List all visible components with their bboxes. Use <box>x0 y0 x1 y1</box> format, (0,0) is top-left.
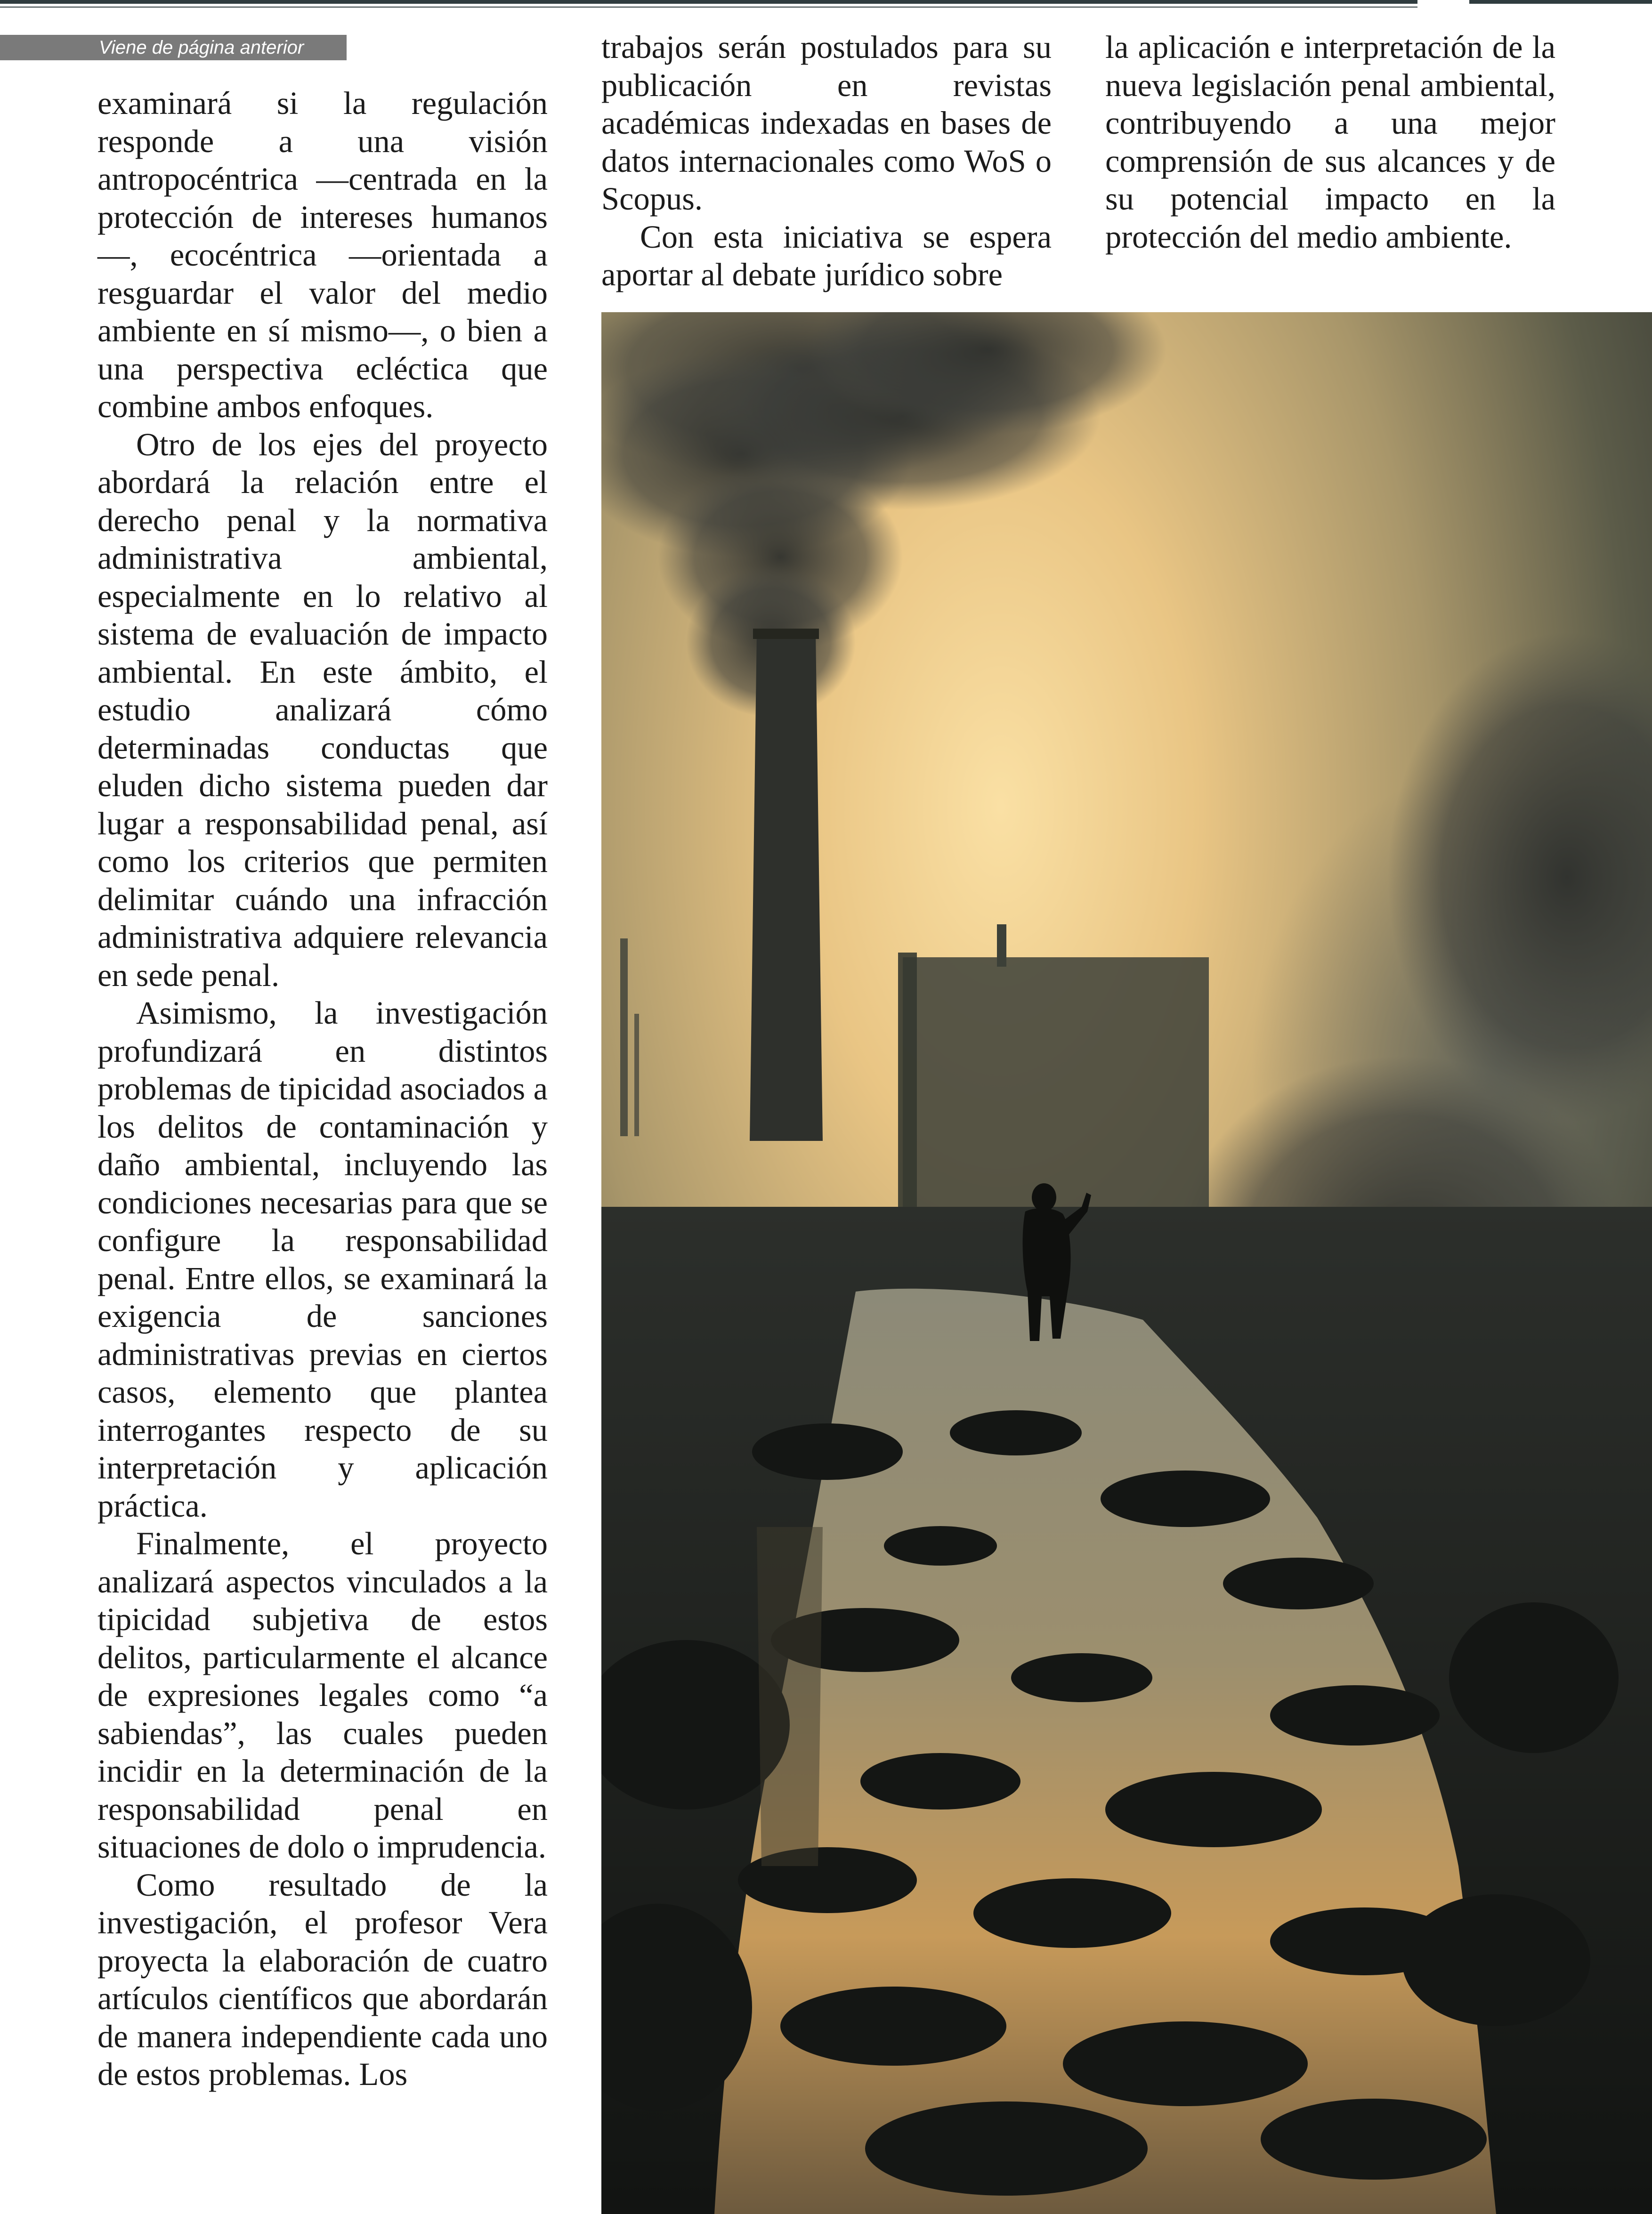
paragraph: Como resultado de la investigación, el profesor Vera proyecta la elaboración de cuatro artículos científicos que abordarán de manera independiente cada uno de estos problemas. Los <box>97 1867 548 2092</box>
paragraph: examinará si la regulación responde a una visión antropocéntrica —centrada en la protección de intereses humanos—, ecocéntrica —orientada a resguardar el valor del medio ambiente en sí mismo—, o bien a una perspectiva ecléctica que combine ambos enfoques. <box>97 85 548 424</box>
continued-from-previous-page-label: Viene de página anterior <box>0 35 347 60</box>
paragraph: Finalmente, el proyecto analizará aspectos vinculados a la tipicidad subjetiva de estos delitos, particularmente el alcance de expresiones legales como “a sabiendas”, las cuales pueden incidir en la determinación de la responsabilidad penal en situaciones de dolo o imprudencia. <box>97 1526 548 1865</box>
smokestack <box>750 629 823 1141</box>
top-rule-right <box>1469 0 1652 4</box>
article-column-3 <box>1105 28 1555 256</box>
top-rule-thin <box>0 7 1417 8</box>
top-rule-left <box>0 0 1417 4</box>
paragraph: Otro de los ejes del proyecto abordará la relación entre el derecho penal y la normativa administrativa ambiental, especialmente en lo relativo al sistema de evaluación de impacto ambiental. En este ámbito, el estudio analizará cómo determinadas conductas que eluden dicho sistema pueden dar lugar a responsabilidad penal, así como los criterios que permiten delimitar cuándo una infracción administrativa adquiere relevancia en sede penal. <box>97 426 548 993</box>
article-column-1 <box>97 84 548 2093</box>
paragraph: la aplicación e interpretación de la nueva legislación penal ambiental, contribuyendo a una mejor comprensión de sus alcances y de su potencial impacto en la protección del medio ambiente. <box>1105 29 1555 255</box>
top-rule <box>0 0 1652 10</box>
paragraph: Con esta iniciativa se espera aportar al debate jurídico sobre <box>601 218 1052 292</box>
pollution-river-photo <box>601 312 1652 2214</box>
paragraph: trabajos serán postulados para su publicación en revistas académicas indexadas en bases de datos internacionales como WoS o Scopus. <box>601 29 1052 217</box>
reflection-stack <box>757 1527 823 1866</box>
article-column-2 <box>601 28 1052 294</box>
paragraph: Asimismo, la investigación profundizará en distintos problemas de tipicidad asociados a los delitos de contaminación y daño ambiental, incluyendo las condiciones necesarias para que se configure la responsabilidad penal. Entre ellos, se examinará la exigencia de sanciones administrativas previas en ciertos casos, elemento que plantea interrogantes respecto de su interpretación y aplicación práctica. <box>97 995 548 1524</box>
